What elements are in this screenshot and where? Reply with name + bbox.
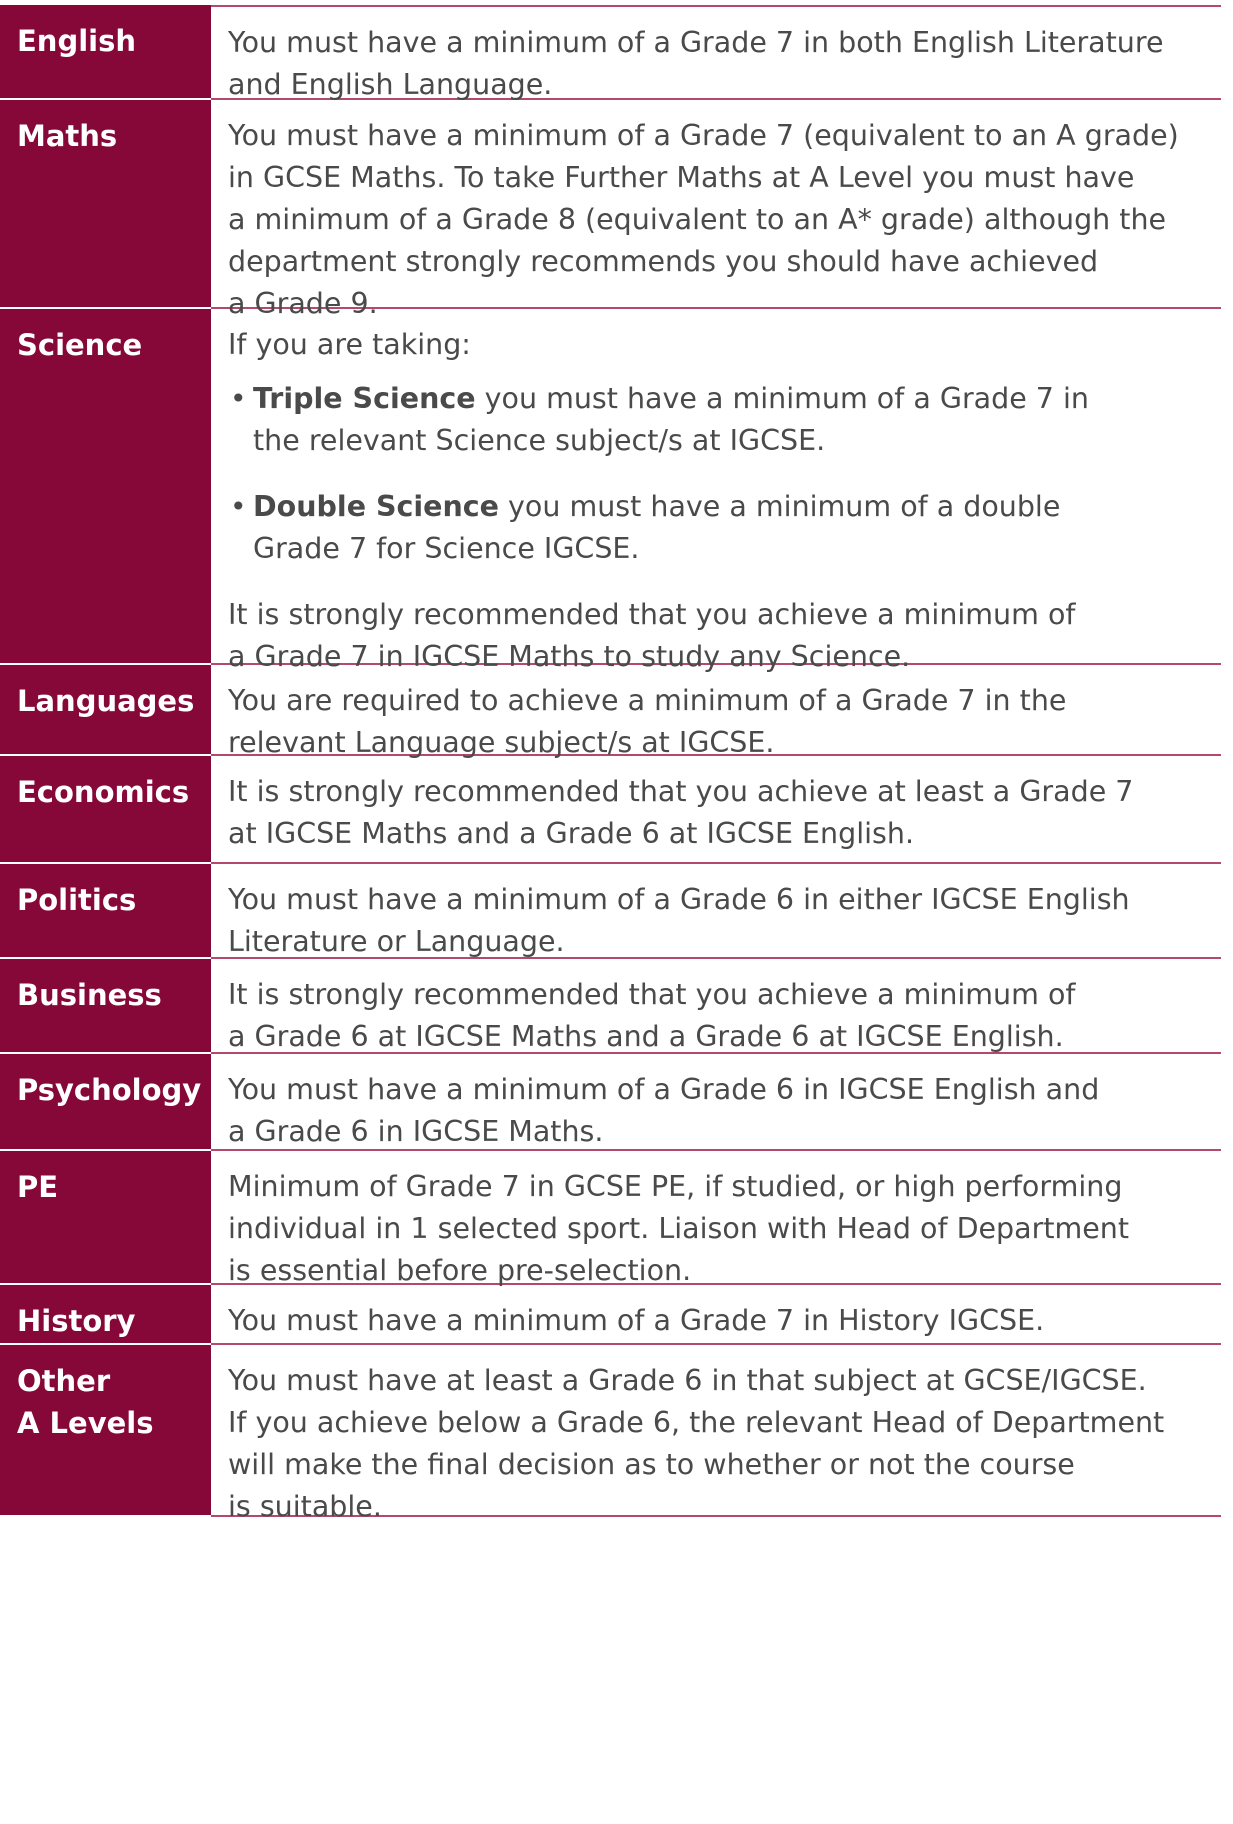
requirement-line: a minimum of a Grade 8 (equivalent to an A* grade) although the <box>228 203 1167 236</box>
requirement-economics <box>211 756 1221 864</box>
requirement-line: individual in 1 selected sport. Liaison with Head of Department <box>228 1212 1130 1245</box>
subject-name: English <box>17 24 137 58</box>
subject-name: Politics <box>17 883 137 917</box>
subject-name: A Levels <box>17 1406 154 1440</box>
requirement-psychology <box>211 1054 1221 1151</box>
requirement-line: a Grade 6 in IGCSE Maths. <box>228 1115 604 1148</box>
option-text: you must have a minimum of a Grade 7 in <box>475 382 1089 415</box>
requirement-politics <box>211 864 1221 959</box>
science-options-list <box>228 378 1221 570</box>
option-term: Triple Science <box>253 382 476 415</box>
subject-label-economics <box>0 756 211 864</box>
subject-name: PE <box>17 1170 59 1204</box>
table-row-history <box>0 1285 1221 1345</box>
requirement-languages <box>211 665 1221 759</box>
subject-label-business <box>0 959 211 1054</box>
requirement-line: You must have at least a Grade 6 in that subject at GCSE/IGCSE. <box>228 1364 1147 1397</box>
requirement-line: a Grade 6 at IGCSE Maths and a Grade 6 at IGCSE English. <box>228 1020 1064 1053</box>
subject-name: History <box>17 1304 136 1338</box>
table-row-politics <box>0 864 1221 959</box>
requirement-line: relevant Language subject/s at IGCSE. <box>228 726 775 759</box>
option-text: Grade 7 for Science IGCSE. <box>253 532 640 565</box>
requirement-line: It is strongly recommended that you achieve a minimum of <box>228 978 1076 1011</box>
requirement-line: You must have a minimum of a Grade 7 in both English Literature <box>228 26 1164 59</box>
requirement-line: will make the final decision as to whether or not the course <box>228 1448 1075 1481</box>
bullet-icon: • <box>230 382 247 415</box>
list-item-double-science <box>228 486 1221 570</box>
requirement-line: You must have a minimum of a Grade 6 in either IGCSE English <box>228 883 1130 916</box>
requirement-business <box>211 959 1221 1054</box>
table-row-maths <box>0 100 1221 320</box>
requirement-line: It is strongly recommended that you achieve a minimum of <box>228 598 1076 631</box>
bullet-icon: • <box>230 490 247 523</box>
subject-name: Other <box>17 1364 111 1398</box>
subject-label-politics <box>0 864 211 959</box>
subject-label-psychology <box>0 1054 211 1151</box>
requirement-line: department strongly recommends you should have achieved <box>228 245 1099 278</box>
requirement-line: and English Language. <box>228 68 553 101</box>
science-intro: If you are taking: <box>228 328 471 361</box>
requirement-line: is essential before pre-selection. <box>228 1254 692 1287</box>
requirement-line: in GCSE Maths. To take Further Maths at A Level you must have <box>228 161 1135 194</box>
requirement-line: You must have a minimum of a Grade 7 in History IGCSE. <box>228 1304 1045 1337</box>
requirement-history <box>211 1285 1221 1345</box>
subject-label-science <box>0 309 211 665</box>
requirement-maths <box>211 100 1221 320</box>
subject-label-languages <box>0 665 211 756</box>
requirement-english <box>211 5 1221 100</box>
table-row-english <box>0 5 1221 100</box>
subject-label-other-a-levels <box>0 1345 211 1517</box>
subject-label-maths <box>0 100 211 309</box>
subject-name: Languages <box>17 684 195 718</box>
subject-name: Maths <box>17 119 118 153</box>
requirement-line: a Grade 7 in IGCSE Maths to study any Science. <box>228 640 911 673</box>
requirement-line: It is strongly recommended that you achieve at least a Grade 7 <box>228 775 1134 808</box>
table-row-other-a-levels <box>0 1345 1221 1523</box>
subject-name: Psychology <box>17 1073 202 1107</box>
requirement-science <box>211 309 1221 673</box>
subject-name: Business <box>17 978 162 1012</box>
table-row-science <box>0 309 1221 673</box>
table-row-economics <box>0 756 1221 864</box>
list-item-triple-science <box>228 378 1221 462</box>
requirement-line: Minimum of Grade 7 in GCSE PE, if studied, or high performing <box>228 1170 1123 1203</box>
requirement-line: a Grade 9. <box>228 287 378 320</box>
table-row-business <box>0 959 1221 1054</box>
option-text: the relevant Science subject/s at IGCSE. <box>253 424 826 457</box>
subject-label-pe <box>0 1151 211 1285</box>
requirement-line: You must have a minimum of a Grade 6 in IGCSE English and <box>228 1073 1100 1106</box>
option-text: you must have a minimum of a double <box>498 490 1061 523</box>
table-row-psychology <box>0 1054 1221 1151</box>
subject-label-english <box>0 5 211 100</box>
subject-label-history <box>0 1285 211 1345</box>
requirement-other-a-levels <box>211 1345 1221 1523</box>
requirement-line: If you achieve below a Grade 6, the relevant Head of Department <box>228 1406 1165 1439</box>
requirement-line: Literature or Language. <box>228 925 565 958</box>
table-row-languages <box>0 665 1221 759</box>
requirement-line: You must have a minimum of a Grade 7 (equivalent to an A grade) <box>228 119 1179 152</box>
requirement-line: is suitable. <box>228 1490 382 1523</box>
entry-requirements-table <box>0 5 1221 1523</box>
requirement-line: at IGCSE Maths and a Grade 6 at IGCSE English. <box>228 817 915 850</box>
requirement-pe <box>211 1151 1221 1285</box>
requirement-line: You are required to achieve a minimum of a Grade 7 in the <box>228 684 1067 717</box>
table-row-pe <box>0 1151 1221 1285</box>
subject-name: Science <box>17 328 143 362</box>
option-term: Double Science <box>253 490 499 523</box>
subject-name: Economics <box>17 775 190 809</box>
